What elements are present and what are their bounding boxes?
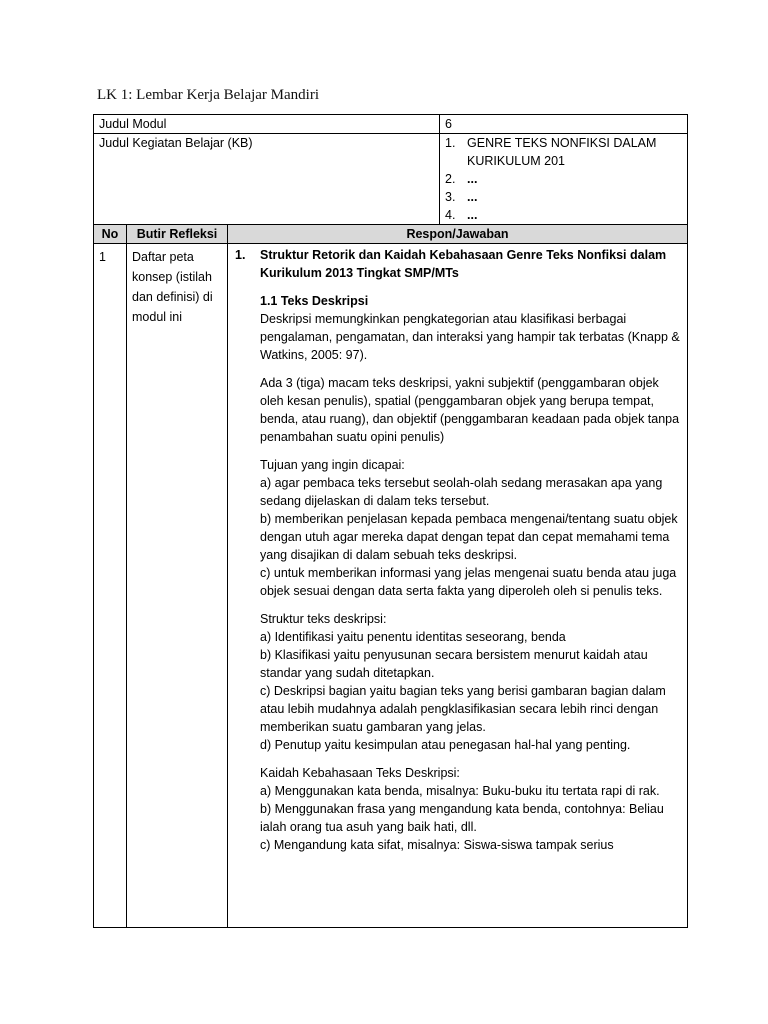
kb-item-number: 3. [445,190,456,204]
kb-item [445,134,682,170]
row-judul-kb [94,134,688,225]
kaidah-title: Kaidah Kebahasaan Teks Deskripsi: [260,766,460,780]
kb-item [445,188,682,206]
struktur-item: a) Identifikasi yaitu penentu identitas seseorang, benda [260,630,566,644]
judul-modul-value: 6 [440,115,688,134]
section-heading [235,246,681,282]
respon-cell [228,244,688,928]
tujuan-item: c) untuk memberikan informasi yang jelas mengenai suatu benda atau juga objek sesuai dengan data serta fakta yang diperoleh oleh si penulis teks. [260,566,677,598]
kb-item-number: 2. [445,172,456,186]
judul-kb-value [440,134,688,225]
judul-kb-label: Judul Kegiatan Belajar (KB) [94,134,440,225]
kb-item-number: 1. [445,136,456,150]
table-row [94,244,688,928]
paragraph-types: Ada 3 (tiga) macam teks deskripsi, yakni subjektif (penggambaran objek oleh kesan penulis), spatial (penggambaran objek yang berupa tempat, benda, atau ruang), dan objektif (penggambaran keadaan pada objek tanpa penambahan suatu opini penulis) [260,376,680,444]
row-number: 1 [94,244,127,928]
kaidah-item: c) Mengandung kata sifat, misalnya: Siswa-siswa tampak serius [260,838,614,852]
table-header-row [94,225,688,244]
row-judul-modul [94,115,688,134]
kb-item-text: ... [467,172,478,186]
kb-item [445,206,682,224]
kaidah-item: a) Menggunakan kata benda, misalnya: Buku-buku itu tertata rapi di rak. [260,784,660,798]
header-butir-refleksi: Butir Refleksi [127,225,228,244]
tujuan-item: b) memberikan penjelasan kepada pembaca mengenai/tentang suatu objek dengan utuh agar mereka dapat dengan tepat dan cepat memahami tema yang disajikan di dalam sebuah teks deskripsi. [260,512,678,562]
sub-heading: 1.1 Teks Deskripsi [260,294,369,308]
kb-item-text: ... [467,208,478,222]
struktur-item: c) Deskripsi bagian yaitu bagian teks yang berisi gambaran bagian dalam atau lebih mudahnya adalah pengklasifikasian secara lebih rinci dengan memberikan suatu gambaran yang jelas. [260,684,666,734]
tujuan-title: Tujuan yang ingin dicapai: [260,458,405,472]
struktur-item: b) Klasifikasi yaitu penyusunan secara bersistem menurut kaidah atau standar yang sudah ditetapkan. [260,648,648,680]
section-body [260,292,681,854]
kb-item-text: ... [467,190,478,204]
struktur-item: d) Penutup yaitu kesimpulan atau penegasan hal-hal yang penting. [260,738,631,752]
document-title: LK 1: Lembar Kerja Belajar Mandiri [97,87,319,103]
header-no: No [94,225,127,244]
judul-modul-label: Judul Modul [94,115,440,134]
kaidah-item: b) Menggunakan frasa yang mengandung kata benda, contohnya: Beliau ialah orang tua asuh yang baik hati, dll. [260,802,664,834]
butir-refleksi-text: Daftar peta konsep (istilah dan definisi) di modul ini [127,244,228,928]
header-respon-jawaban: Respon/Jawaban [228,225,688,244]
kb-list [445,134,682,224]
kb-item-number: 4. [445,208,456,222]
reflection-table [93,114,688,928]
paragraph-definition: Deskripsi memungkinkan pengkategorian atau klasifikasi berbagai pengalaman, pengamatan, dan interaksi yang hampir tak terbatas (Knapp & Watkins, 2005: 97). [260,312,680,362]
kb-item [445,170,682,188]
kb-item-text: GENRE TEKS NONFIKSI DALAM KURIKULUM 201 [467,136,657,168]
section-heading-text: Struktur Retorik dan Kaidah Kebahasaan Genre Teks Nonfiksi dalam Kurikulum 2013 Tingkat SMP/MTs [260,248,667,280]
struktur-title: Struktur teks deskripsi: [260,612,387,626]
tujuan-item: a) agar pembaca teks tersebut seolah-olah sedang merasakan apa yang sedang dijelaskan di dalam teks tersebut. [260,476,663,508]
section-heading-number: 1. [235,248,246,262]
